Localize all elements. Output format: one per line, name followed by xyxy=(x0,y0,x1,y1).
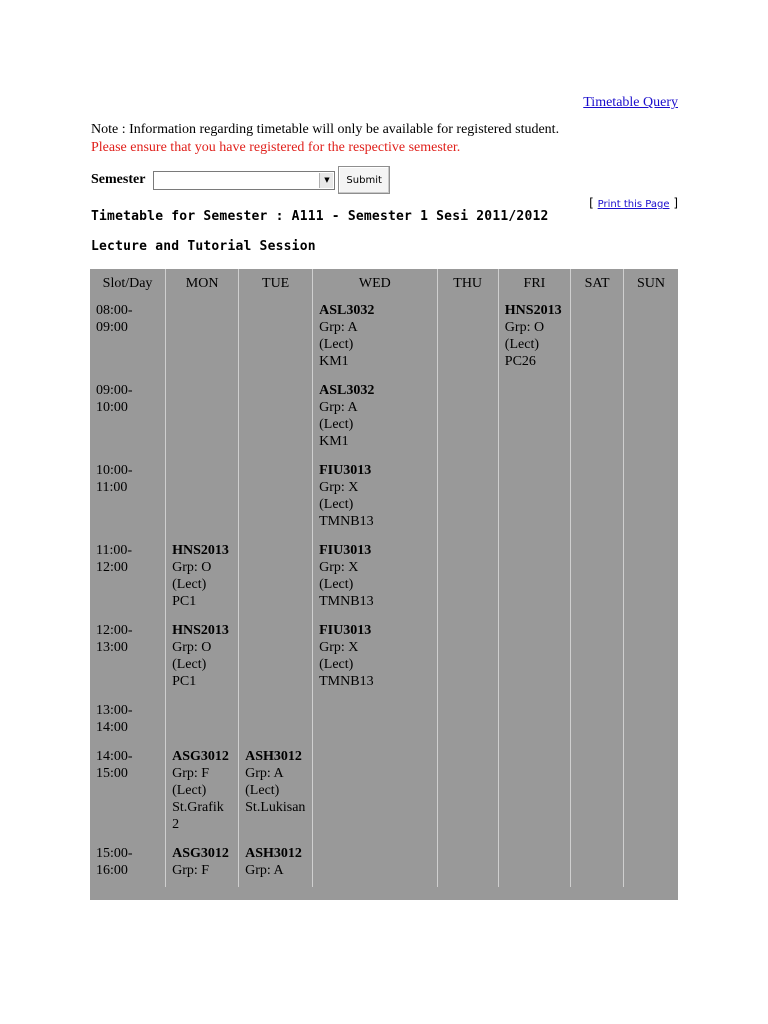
empty-cell xyxy=(239,618,313,698)
course-code: FIU3013 xyxy=(319,623,372,638)
column-header-fri: FRI xyxy=(498,269,570,298)
empty-cell xyxy=(437,298,498,378)
table-row xyxy=(90,458,678,538)
room-label: St.Grafik 2 xyxy=(172,800,224,832)
empty-cell xyxy=(571,538,624,618)
class-cell xyxy=(313,298,437,378)
room-label: TMNB13 xyxy=(319,674,374,689)
empty-cell xyxy=(239,698,313,744)
course-code: ASG3012 xyxy=(172,846,229,861)
empty-cell xyxy=(166,378,239,458)
empty-cell xyxy=(571,618,624,698)
course-code: FIU3013 xyxy=(319,463,372,478)
empty-cell xyxy=(498,538,570,618)
empty-cell xyxy=(313,744,437,841)
slot-time: 14:00-15:00 xyxy=(90,744,166,841)
empty-cell xyxy=(624,841,678,887)
submit-button[interactable] xyxy=(338,166,389,194)
course-code: HNS2013 xyxy=(172,543,229,558)
group-label: Grp: A xyxy=(319,400,358,415)
empty-cell xyxy=(437,744,498,841)
registration-warning: Please ensure that you have registered for the respective semester. xyxy=(91,140,461,155)
empty-cell xyxy=(624,298,678,378)
class-cell xyxy=(166,618,239,698)
room-label: PC1 xyxy=(172,674,197,689)
empty-cell xyxy=(571,744,624,841)
session-type: (Lect) xyxy=(245,783,280,798)
empty-cell xyxy=(313,841,437,887)
empty-cell xyxy=(571,698,624,744)
course-code: ASL3032 xyxy=(319,303,375,318)
session-type: (Lect) xyxy=(319,657,354,672)
group-label: Grp: F xyxy=(172,863,210,878)
table-row xyxy=(90,298,678,378)
empty-cell xyxy=(624,378,678,458)
table-row xyxy=(90,841,678,887)
empty-cell xyxy=(239,378,313,458)
empty-cell xyxy=(624,698,678,744)
table-row xyxy=(90,378,678,458)
group-label: Grp: A xyxy=(319,320,358,335)
empty-cell xyxy=(239,538,313,618)
table-row xyxy=(90,538,678,618)
group-label: Grp: A xyxy=(245,863,284,878)
chevron-down-icon[interactable]: ▼ xyxy=(319,173,333,188)
course-code: HNS2013 xyxy=(504,303,562,318)
empty-cell xyxy=(571,378,624,458)
registration-note: Note : Information regarding timetable will only be available for registered student. xyxy=(91,122,560,137)
empty-cell xyxy=(624,618,678,698)
empty-cell xyxy=(498,458,570,538)
timetable-body xyxy=(90,298,678,887)
class-cell xyxy=(166,744,239,841)
print-bracket-close: ] xyxy=(673,196,678,210)
room-label: St.Lukisan xyxy=(245,800,306,815)
empty-cell xyxy=(166,298,239,378)
room-label: KM1 xyxy=(319,354,349,369)
class-cell xyxy=(239,744,313,841)
class-cell xyxy=(313,538,437,618)
column-header-thu: THU xyxy=(437,269,498,298)
column-header-sun: SUN xyxy=(637,276,666,291)
slot-time: 08:00-09:00 xyxy=(90,298,166,378)
table-row xyxy=(90,698,678,744)
class-cell xyxy=(239,841,313,887)
room-label: PC26 xyxy=(504,354,536,369)
timetable-container xyxy=(90,269,678,900)
empty-cell xyxy=(437,698,498,744)
session-type: (Lect) xyxy=(172,577,207,592)
empty-cell xyxy=(166,698,239,744)
slot-time: 11:00-12:00 xyxy=(90,538,166,618)
timetable-table xyxy=(90,269,678,887)
print-bracket-open: [ xyxy=(589,196,594,210)
print-page xyxy=(589,196,678,210)
class-cell xyxy=(313,458,437,538)
group-label: Grp: O xyxy=(504,320,545,335)
slot-time: 10:00-11:00 xyxy=(90,458,166,538)
session-type: (Lect) xyxy=(319,337,354,352)
course-code: ASH3012 xyxy=(245,846,302,861)
class-cell xyxy=(166,538,239,618)
print-page-link[interactable]: Print this Page xyxy=(597,199,670,210)
column-header-sat: SAT xyxy=(571,269,624,298)
group-label: Grp: A xyxy=(245,766,284,781)
course-code: FIU3013 xyxy=(319,543,372,558)
empty-cell xyxy=(437,458,498,538)
room-label: TMNB13 xyxy=(319,594,374,609)
group-label: Grp: X xyxy=(319,560,359,575)
timetable-header-row xyxy=(90,269,678,298)
group-label: Grp: O xyxy=(172,640,212,655)
semester-select[interactable] xyxy=(153,171,335,190)
class-cell xyxy=(498,298,570,378)
class-cell xyxy=(166,841,239,887)
group-label: Grp: O xyxy=(172,560,212,575)
empty-cell xyxy=(498,378,570,458)
empty-cell xyxy=(498,744,570,841)
table-row xyxy=(90,618,678,698)
course-code: HNS2013 xyxy=(172,623,229,638)
room-label: KM1 xyxy=(319,434,349,449)
timetable-query-link[interactable]: Timetable Query xyxy=(583,95,678,110)
empty-cell xyxy=(437,378,498,458)
empty-cell xyxy=(498,618,570,698)
empty-cell xyxy=(571,841,624,887)
empty-cell xyxy=(498,698,570,744)
empty-cell xyxy=(239,458,313,538)
course-code: ASG3012 xyxy=(172,749,229,764)
slot-time: 15:00-16:00 xyxy=(90,841,166,887)
empty-cell xyxy=(437,538,498,618)
column-header-mon: MON xyxy=(166,269,239,298)
group-label: Grp: X xyxy=(319,480,359,495)
empty-cell xyxy=(571,298,624,378)
session-type: (Lect) xyxy=(172,783,207,798)
slot-time: 09:00-10:00 xyxy=(90,378,166,458)
empty-cell xyxy=(239,298,313,378)
empty-cell xyxy=(437,618,498,698)
empty-cell xyxy=(624,538,678,618)
empty-cell xyxy=(313,698,437,744)
empty-cell xyxy=(624,744,678,841)
slot-time: 13:00-14:00 xyxy=(90,698,166,744)
session-subtitle: Lecture and Tutorial Session xyxy=(91,239,316,254)
empty-cell xyxy=(498,841,570,887)
submit-button-label: Submit xyxy=(346,174,382,186)
class-cell xyxy=(313,618,437,698)
room-label: TMNB13 xyxy=(319,514,374,529)
slot-time: 12:00-13:00 xyxy=(90,618,166,698)
group-label: Grp: X xyxy=(319,640,359,655)
group-label: Grp: F xyxy=(172,766,210,781)
session-type: (Lect) xyxy=(504,337,539,352)
empty-cell xyxy=(166,458,239,538)
semester-form xyxy=(91,166,390,194)
empty-cell xyxy=(624,458,678,538)
room-label: PC1 xyxy=(172,594,197,609)
course-code: ASH3012 xyxy=(245,749,302,764)
session-type: (Lect) xyxy=(319,497,354,512)
semester-label: Semester xyxy=(91,172,146,187)
session-type: (Lect) xyxy=(172,657,207,672)
empty-cell xyxy=(571,458,624,538)
column-header-tue: TUE xyxy=(239,269,313,298)
session-type: (Lect) xyxy=(319,417,354,432)
session-type: (Lect) xyxy=(319,577,354,592)
column-header-wed: WED xyxy=(313,269,437,298)
empty-cell xyxy=(437,841,498,887)
table-row xyxy=(90,744,678,841)
timetable-title: Timetable for Semester : A111 - Semester 1 Sesi 2011/2012 xyxy=(91,209,549,224)
class-cell xyxy=(313,378,437,458)
course-code: ASL3032 xyxy=(319,383,375,398)
column-header-slotday: Slot/Day xyxy=(90,269,166,298)
